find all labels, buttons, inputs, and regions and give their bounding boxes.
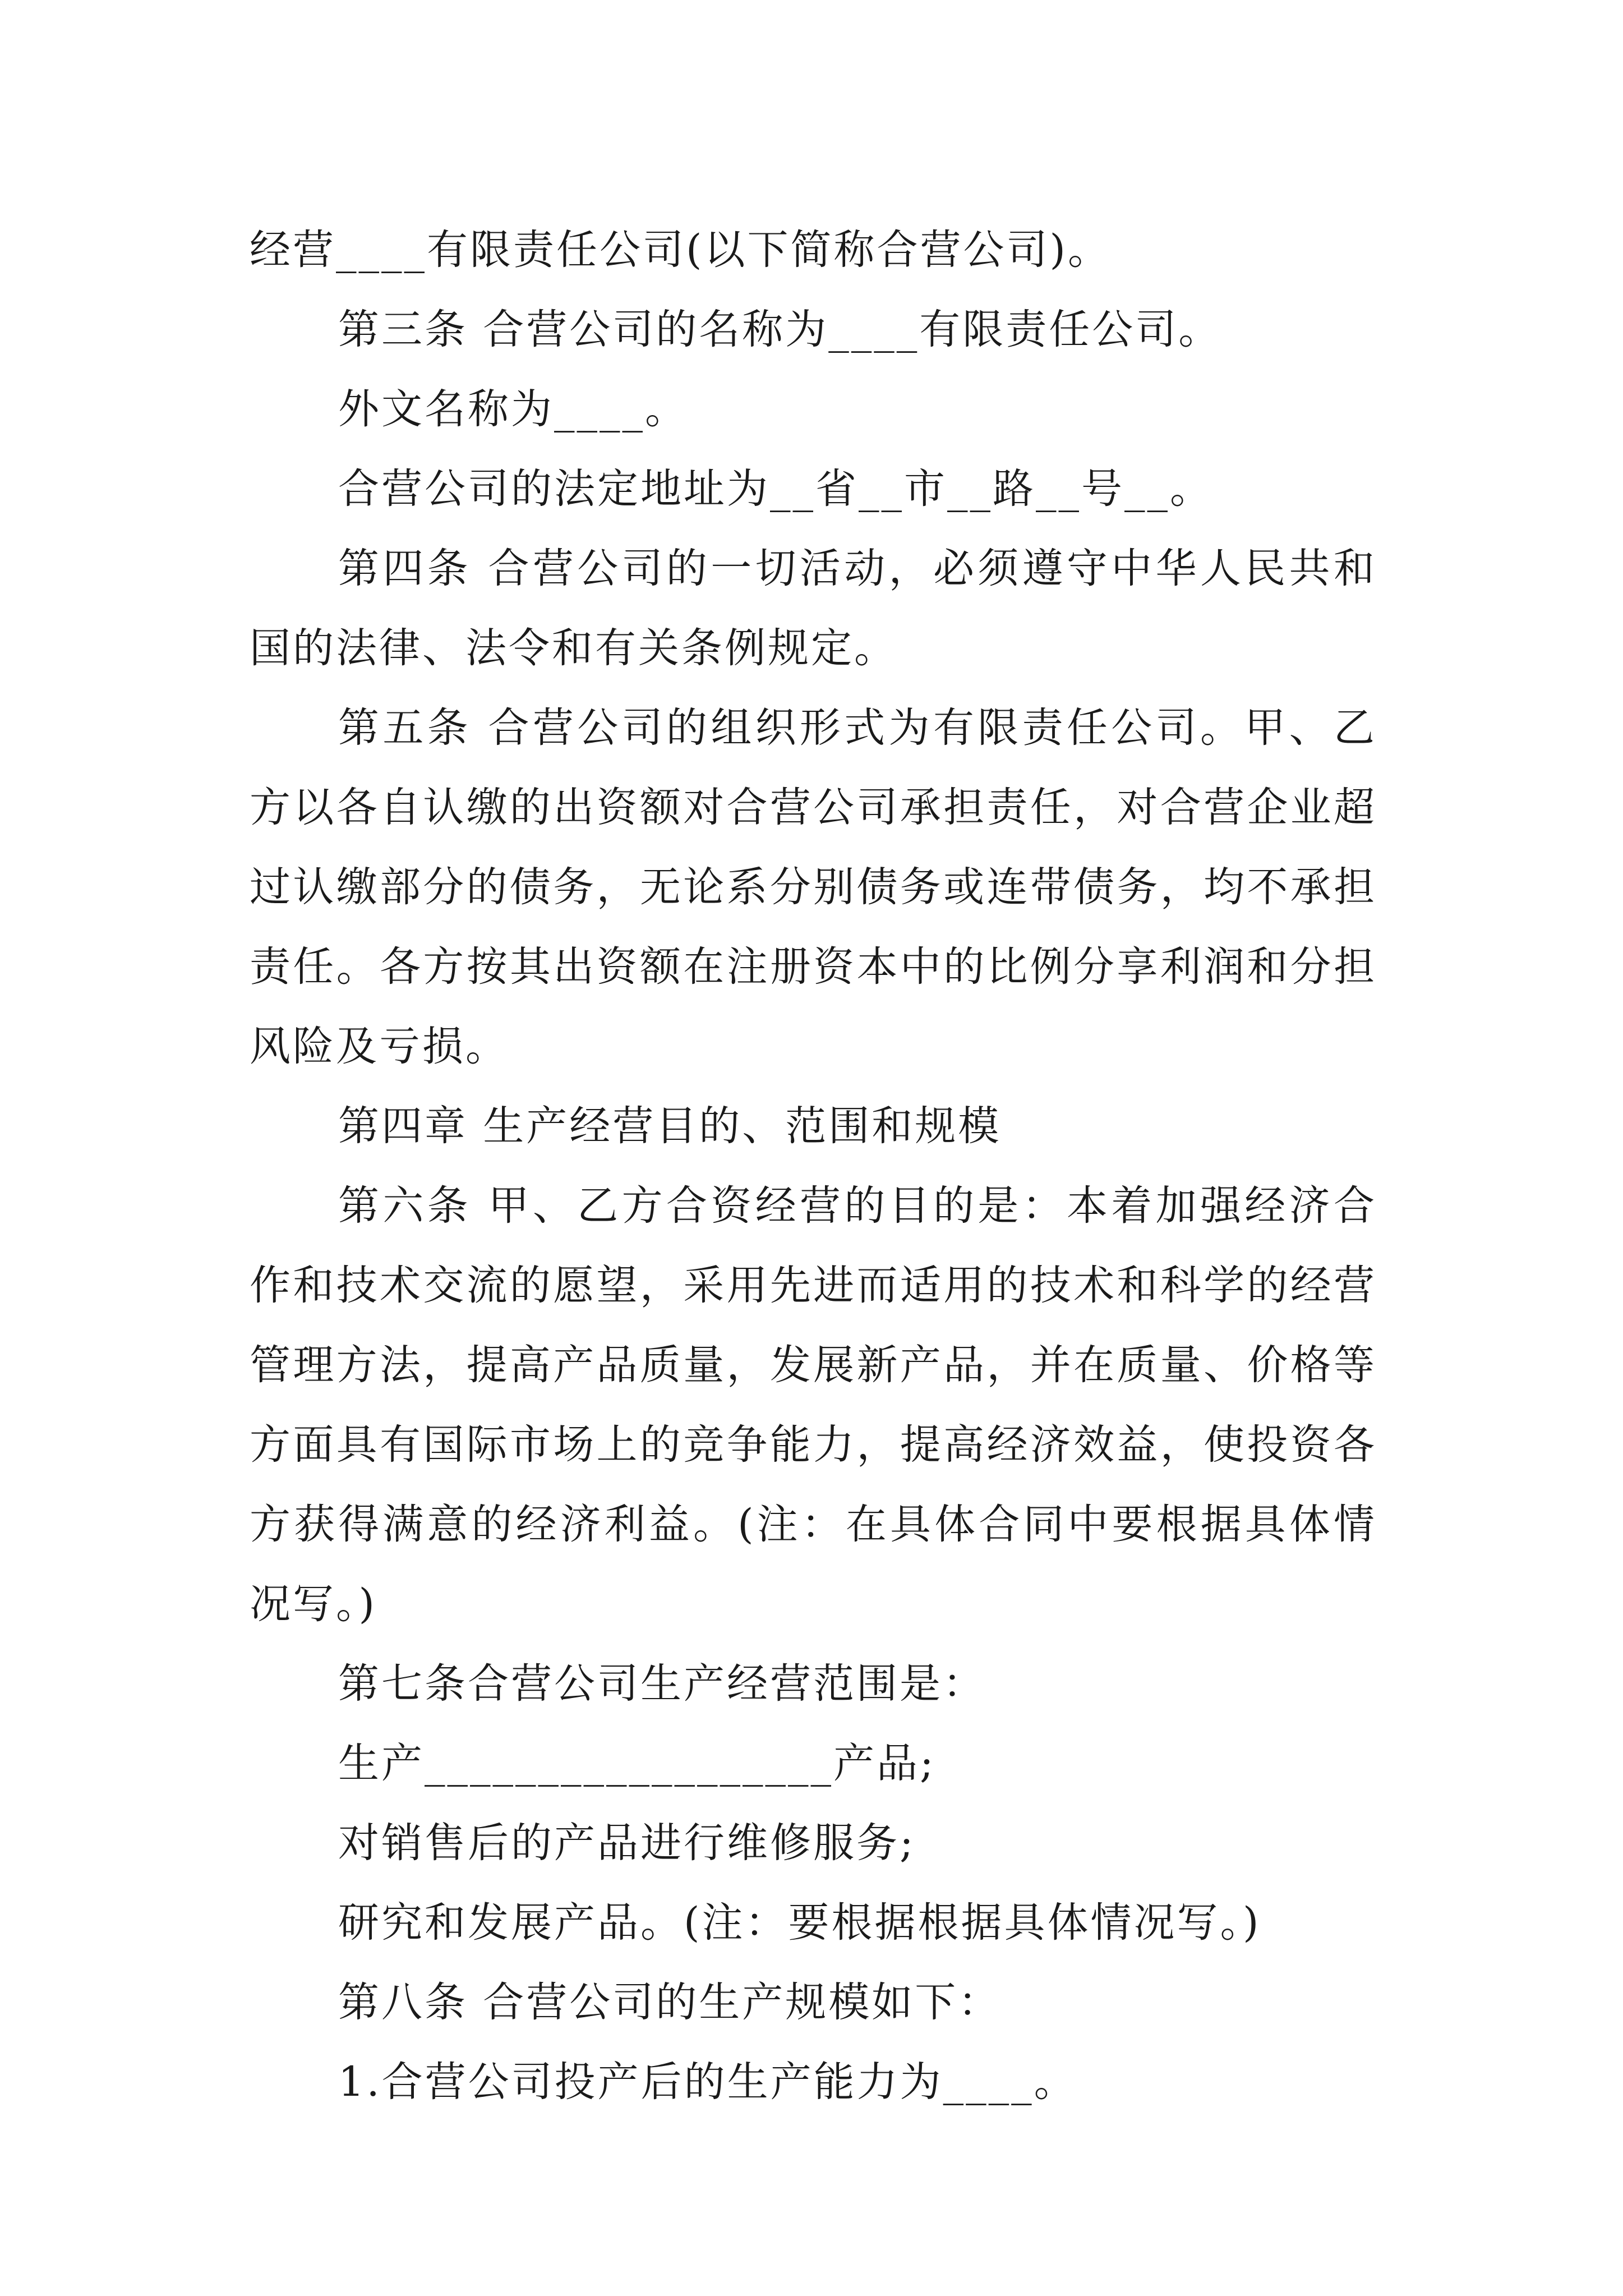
document-body	[250, 210, 1377, 2122]
scope-item-research: 研究和发展产品。(注：要根据根据具体情况写。)	[338, 1899, 1261, 1947]
article-7: 第七条合营公司生产经营范围是：	[338, 1660, 986, 1708]
legal-address-line: 合营公司的法定地址为__省__市__路__号__。	[338, 465, 1213, 513]
foreign-name-line: 外文名称为____。	[338, 385, 688, 433]
article-5: 第五条 合营公司的组织形式为有限责任公司。甲、乙方以各自认缴的出资额对合营公司承担责任，对合营企业超过认缴部分的债务，无论系分别债务或连带债务，均不承担责任。各方按其出资额在注册资本中的比例分享利润和分担风险及亏损。	[250, 704, 1377, 1070]
scope-item-maintenance: 对销售后的产品进行维修服务;	[338, 1819, 916, 1867]
article-4: 第四条 合营公司的一切活动，必须遵守中华人民共和国的法律、法令和有关条例规定。	[250, 545, 1377, 672]
article-6: 第六条 甲、乙方合资经营的目的是：本着加强经济合作和技术交流的愿望，采用先进而适用的技术和科学的经营管理方法，提高产品质量，发展新产品，并在质量、价格等方面具有国际市场上的竞争能力，提高经济效益，使投资各方获得满意的经济利益。(注：在具体合同中要根据具体情况写。)	[250, 1182, 1377, 1628]
article-3: 第三条 合营公司的名称为____有限责任公司。	[338, 306, 1222, 353]
paragraph-continuation: 经营____有限责任公司(以下简称合营公司)。	[250, 226, 1111, 274]
scope-item-production: 生产__________________产品;	[338, 1740, 936, 1787]
chapter-4-heading: 第四章 生产经营目的、范围和规模	[338, 1102, 1002, 1150]
article-8-item-1: 1.合营公司投产后的生产能力为____。	[338, 2058, 1077, 2106]
article-8: 第八条 合营公司的生产规模如下：	[338, 1978, 1002, 2026]
